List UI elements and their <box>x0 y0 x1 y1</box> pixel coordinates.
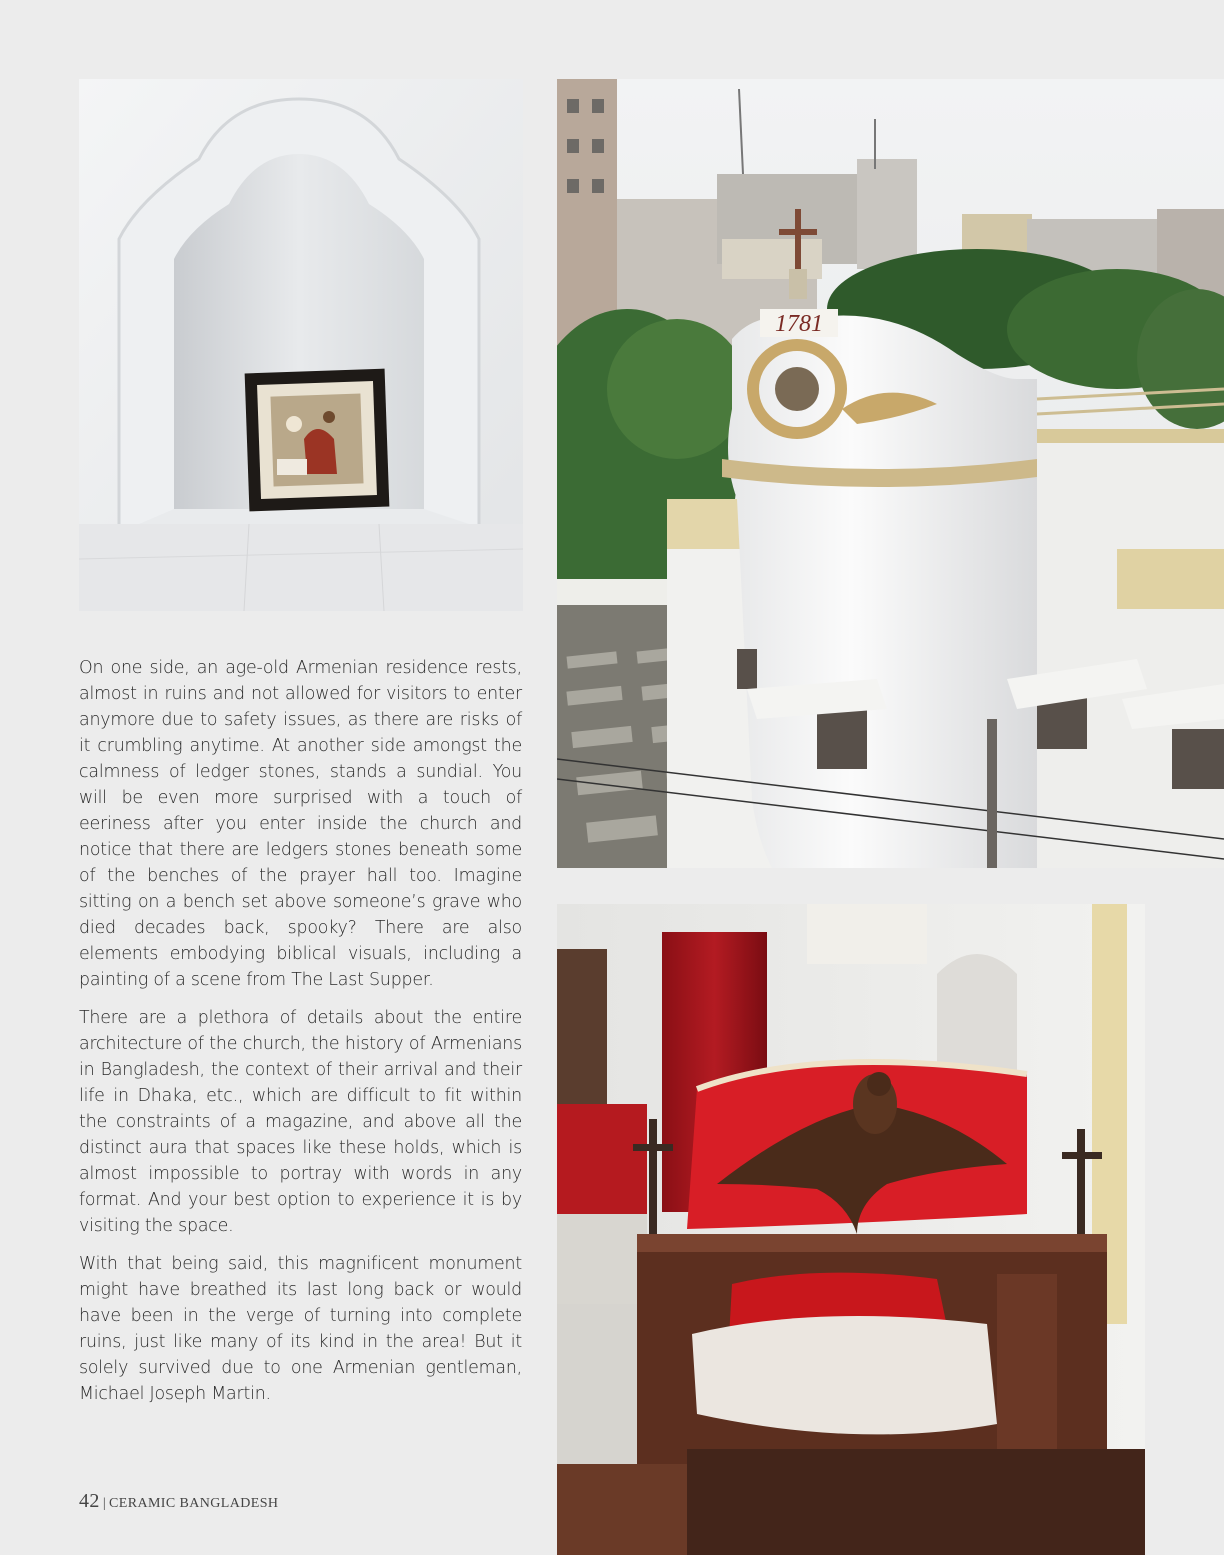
date-inscription: 1781 <box>775 311 823 337</box>
niche-photo <box>79 79 523 611</box>
article-paragraph: On one side, an age-old Armenian residence rests, almost in ruins and not allowed for visitors to enter anymore due to safety issues, as there are risks of it crumbling anytime. At another side amongst the calmness of ledger stones, stands a sundial. You will be even more surprised with a touch of eeriness after you enter inside the church and notice that there are ledgers stones beneath some of the benches of the prayer hall too. Imagine sitting on a bench set above someone’s grave who died decades back, spooky? There are also elements embodying biblical visuals, including a painting of a scene from The Last Supper. <box>79 658 522 990</box>
article-paragraph: With that being said, this magnificent monument might have breathed its last long back or would have been in the verge of turning into complete ruins, just like many of its kind in the area! But it solely survived due to one Armenian gentleman, Michael Joseph Martin. <box>79 1254 522 1404</box>
article-paragraph: There are a plethora of details about the entire architecture of the church, the history of Armenians in Bangladesh, the context of their arrival and their life in Dhaka, etc., which are difficult to fit within the constraints of a magazine, and above all the distinct aura that spaces like these holds, which is almost impossible to portray with words in any format. And your best option to experience it is by visiting the space. <box>79 1008 522 1236</box>
footer-separator: | <box>102 1496 107 1511</box>
church-exterior-photo <box>557 79 1224 868</box>
page-number: 42 <box>79 1490 100 1512</box>
page-footer <box>79 1490 278 1513</box>
article-body <box>79 655 522 1419</box>
lectern-photo <box>557 904 1145 1555</box>
publication-name: CERAMIC BANGLADESH <box>109 1496 279 1511</box>
